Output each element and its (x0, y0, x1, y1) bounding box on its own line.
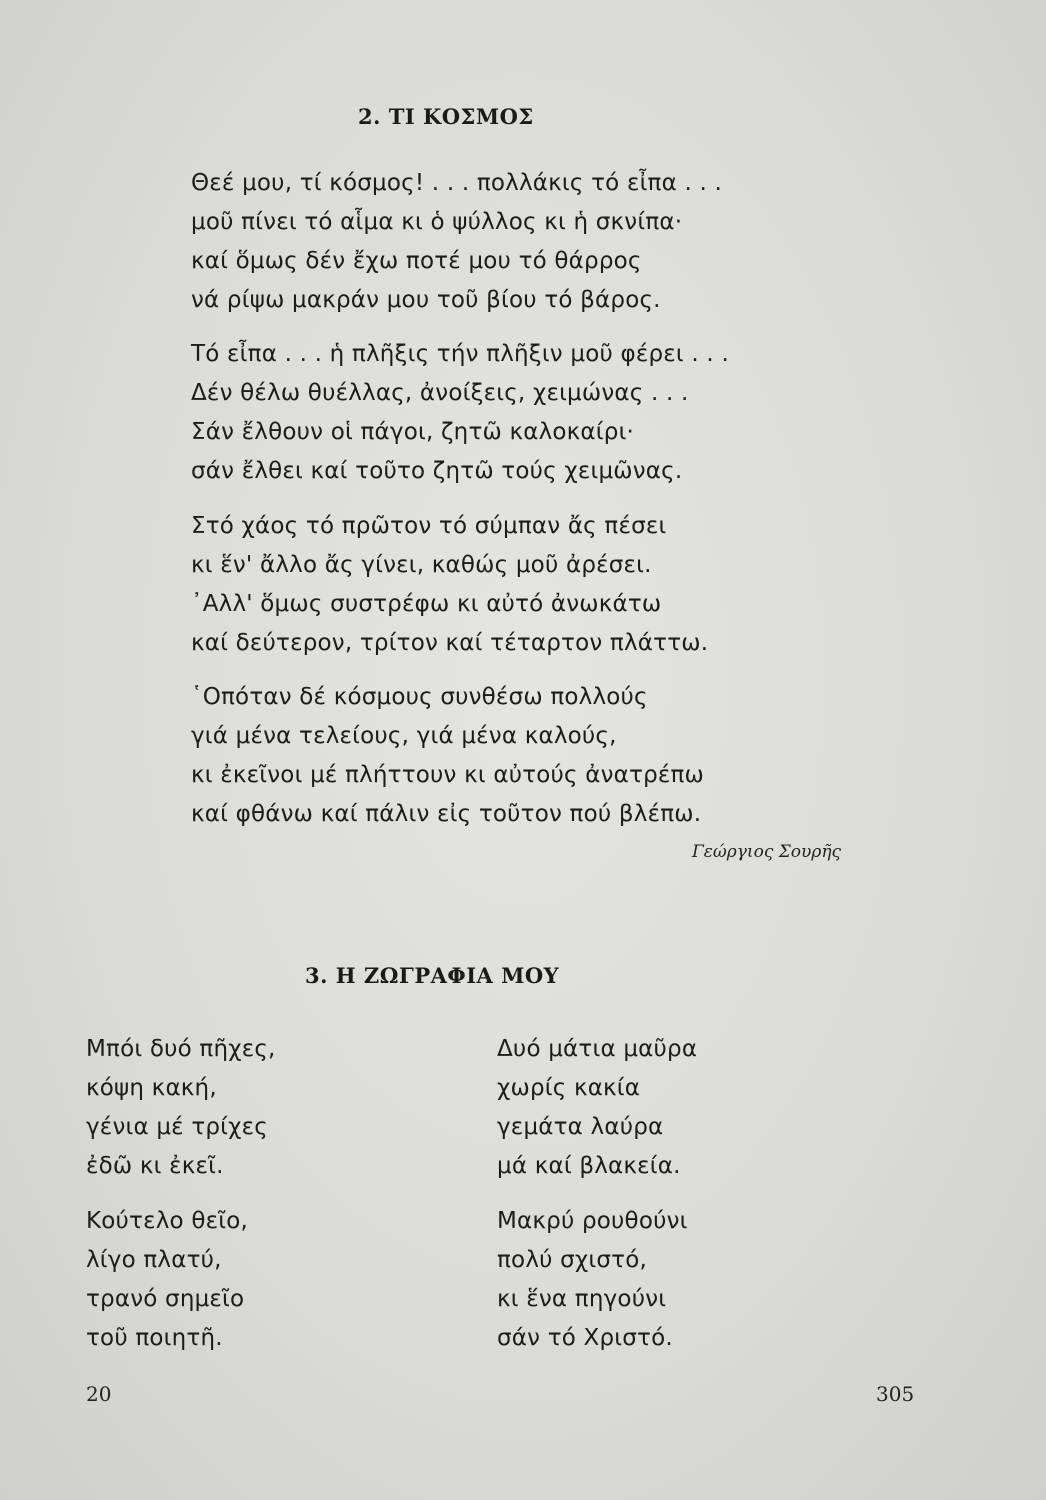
verse-line: τρανό σημεῖο (86, 1286, 245, 1312)
verse-line: κι ἕνα πηγούνι (497, 1286, 667, 1312)
verse-line: λίγο πλατύ, (86, 1247, 222, 1273)
page-number-left: 20 (86, 1382, 112, 1406)
verse-line: Δέν θέλω θυέλλας, ἀνοίξεις, χειμώνας . . . (191, 380, 689, 406)
verse-line: μοῦ πίνει τό αἷμα κι ὁ ψύλλος κι ἡ σκνίπα· (191, 209, 683, 235)
stanza-4 (191, 678, 704, 834)
poem-title-i-zografia-mou: 3. Η ΖΩΓΡΑΦΙΑ ΜΟΥ (305, 963, 560, 988)
stanza-3 (191, 507, 708, 663)
verse-line: γεμάτα λαύρα (497, 1114, 664, 1140)
verse-line: σάν ἔλθει καί τοῦτο ζητῶ τούς χειμῶνας. (191, 458, 683, 484)
verse-line: Θεέ μου, τί κόσμος! . . . πολλάκις τό εἶπα . . . (191, 170, 723, 196)
left-stanza-2 (86, 1202, 248, 1358)
verse-line: τοῦ ποιητῆ. (86, 1325, 223, 1351)
stanza-1 (191, 164, 722, 320)
verse-line: κι ἐκεῖνοι μέ πλήττουν κι αὐτούς ἀνατρέπω (191, 762, 705, 788)
verse-line: νά ρίψω μακράν μου τοῦ βίου τό βάρος. (191, 287, 661, 313)
verse-line: Στό χάος τό πρῶτον τό σύμπαν ἄς πέσει (191, 513, 667, 539)
verse-line: γένια μέ τρίχες (86, 1114, 268, 1140)
verse-line: κόψη κακή, (86, 1075, 217, 1101)
verse-line: καί δεύτερον, τρίτον καί τέταρτον πλάττω. (191, 630, 709, 656)
verse-line: Δυό μάτια μαῦρα (497, 1036, 698, 1062)
poem-title-ti-kosmos: 2. ΤΙ ΚΟΣΜΟΣ (358, 104, 534, 129)
verse-line: πολύ σχιστό, (497, 1247, 648, 1273)
right-stanza-2 (497, 1202, 688, 1358)
verse-line: Σάν ἔλθουν οἱ πάγοι, ζητῶ καλοκαίρι· (191, 419, 635, 445)
verse-line: καί ὅμως δέν ἔχω ποτέ μου τό θάρρος (191, 248, 642, 274)
page-number-right: 305 (876, 1382, 915, 1406)
verse-line: γιά μένα τελείους, γιά μένα καλούς, (191, 723, 617, 749)
verse-line: ἐδῶ κι ἐκεῖ. (86, 1153, 224, 1179)
left-stanza-1 (86, 1030, 276, 1186)
verse-line: Μπόι δυό πῆχες, (86, 1036, 276, 1062)
verse-line: ᾿Αλλ' ὅμως συστρέφω κι αὐτό ἀνωκάτω (191, 591, 662, 617)
verse-line: Τό εἶπα . . . ἡ πλῆξις τήν πλῆξιν μοῦ φέρει . . . (191, 341, 729, 367)
verse-line: Μακρύ ρουθούνι (497, 1208, 688, 1234)
stanza-2 (191, 335, 729, 491)
verse-line: μά καί βλακεία. (497, 1153, 681, 1179)
verse-line: Κούτελο θεῖο, (86, 1208, 249, 1234)
author-signature: Γεώργιος Σουρῆς (692, 842, 842, 862)
right-stanza-1 (497, 1030, 697, 1186)
verse-line: καί φθάνω καί πάλιν εἰς τοῦτον πού βλέπω. (191, 801, 702, 827)
verse-line: σάν τό Χριστό. (497, 1325, 673, 1351)
verse-line: ῾Οπόταν δέ κόσμους συνθέσω πολλούς (191, 684, 648, 710)
verse-line: κι ἕν' ἄλλο ἄς γίνει, καθώς μοῦ ἀρέσει. (191, 552, 652, 578)
verse-line: χωρίς κακία (497, 1075, 641, 1101)
